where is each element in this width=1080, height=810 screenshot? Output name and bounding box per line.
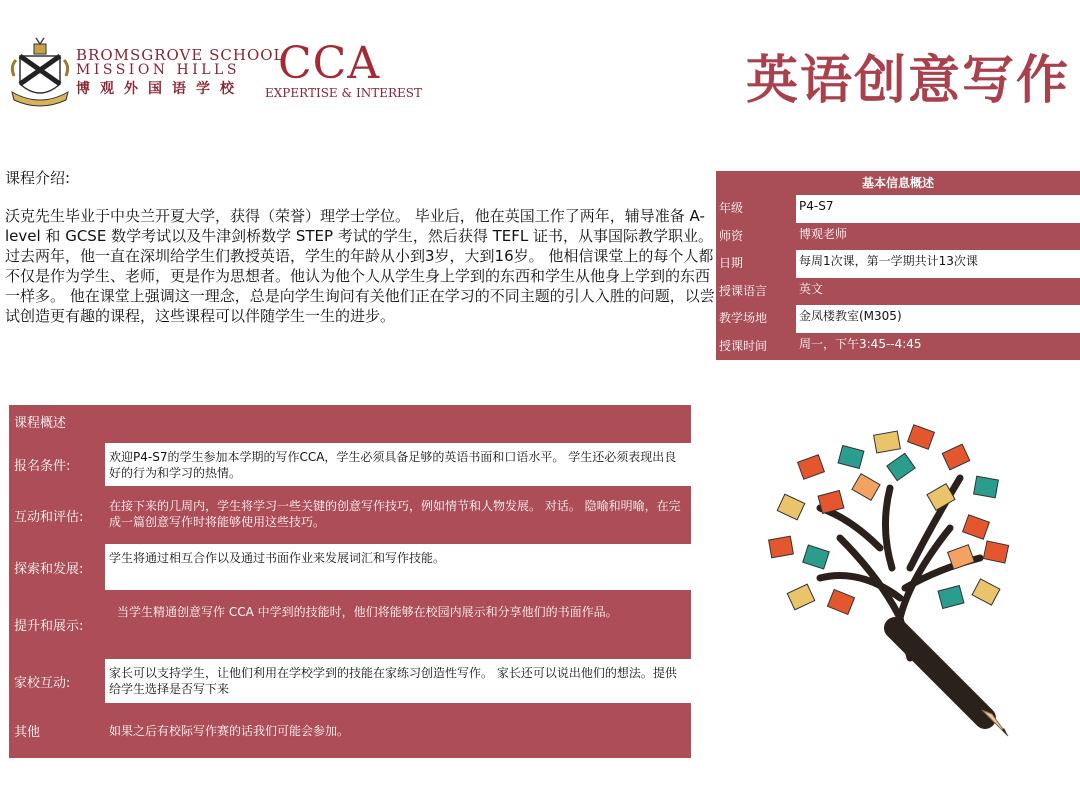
- overview-label: 其他: [9, 703, 105, 758]
- intro-label: 课程介绍:: [5, 169, 71, 187]
- overview-label: 提升和展示:: [9, 590, 105, 659]
- overview-row-home-school: [9, 659, 691, 703]
- info-row-venue: [716, 305, 1080, 333]
- cca-tagline: EXPERTISE & INTEREST: [265, 86, 423, 100]
- book-tree-pencil-illustration: [760, 418, 1030, 738]
- cca-logo: CCA: [278, 38, 381, 89]
- info-row-language: [716, 278, 1080, 306]
- info-row-grade: [716, 195, 1080, 223]
- overview-row-showcase: [9, 590, 691, 659]
- info-value: 英文: [796, 278, 1080, 306]
- overview-row-exploration: [9, 544, 691, 590]
- info-value: 博观老师: [796, 223, 1080, 251]
- intro-text: 沃克先生毕业于中央兰开夏大学，获得（荣誉）理学士学位。 毕业后，他在英国工作了两年，辅导准备 A-level 和 GCSE 数学考试以及牛津剑桥数学 STEP 考试的学生，然后获得 TEFL 证书，从事国际教学职业。 过去两年，他一直在深圳给学生们教授英语，学生的年龄从小到3岁，大到16岁。 他相信课堂上的每个人都不仅是作为学生、老师，更是作为思想者。他认为他个人从学生身上学到的东西和学生从他身上学到的东西一样多。 他在课堂上强调这一理念，总是向学生询问有关他们正在学习的不同主题的引人入胜的问题，以尝试创造更有趣的课程，这些课程可以伴随学生一生的进步。: [5, 207, 715, 325]
- info-row-date: [716, 250, 1080, 278]
- overview-row-other: [9, 703, 691, 758]
- school-name: [76, 48, 285, 97]
- overview-table: [9, 405, 691, 758]
- overview-value: 家长可以支持学生，让他们利用在学校学到的技能在家练习创造性写作。 家长还可以说出他们的想法。提供给学生选择是否写下来: [105, 659, 691, 703]
- info-label: 年级: [716, 195, 796, 223]
- overview-row-enrollment: [9, 443, 691, 486]
- info-label: 师资: [716, 223, 796, 251]
- overview-value: 学生将通过相互合作以及通过书面作业来发展词汇和写作技能。: [105, 544, 691, 590]
- overview-value: 当学生精通创意写作 CCA 中学到的技能时，他们将能够在校园内展示和分享他们的书面作品。: [105, 590, 691, 659]
- info-label: 教学场地: [716, 305, 796, 333]
- page-header: [0, 0, 1080, 140]
- school-name-line1: BROMSGROVE SCHOOL: [76, 46, 285, 64]
- school-name-line3: 博观外国语学校: [76, 81, 244, 97]
- overview-value: 如果之后有校际写作赛的话我们可能会参加。: [105, 703, 691, 758]
- info-label: 授课时间: [716, 333, 796, 361]
- info-value: 每周1次课，第一学期共计13次课: [796, 250, 1080, 278]
- info-label: 日期: [716, 250, 796, 278]
- overview-value: 在接下来的几周内，学生将学习一些关键的创意写作技巧，例如情节和人物发展。 对话。 隐喻和明喻，在完成一篇创意写作时将能够使用这些技巧。: [105, 486, 691, 544]
- overview-title: 课程概述: [9, 405, 691, 443]
- overview-label: 报名条件:: [9, 443, 105, 486]
- overview-label: 探索和发展:: [9, 544, 105, 590]
- school-crest-icon: [10, 36, 70, 110]
- page-title: 英语创意写作: [745, 51, 1070, 111]
- overview-value: 欢迎P4-S7的学生参加本学期的写作CCA，学生必须具备足够的英语书面和口语水平。 学生还必须表现出良好的行为和学习的热情。: [105, 443, 691, 486]
- school-name-line2: MISSION HILLS: [76, 62, 240, 78]
- overview-label: 家校互动:: [9, 659, 105, 703]
- overview-label: 互动和评估:: [9, 486, 105, 544]
- info-value: 周一，下午3:45--4:45: [796, 333, 1080, 361]
- info-table: [716, 171, 1080, 360]
- overview-row-interaction: [9, 486, 691, 544]
- info-label: 授课语言: [716, 278, 796, 306]
- info-row-teacher: [716, 223, 1080, 251]
- info-value: P4-S7: [796, 195, 1080, 223]
- info-value: 金凤楼教室(M305): [796, 305, 1080, 333]
- info-table-title: 基本信息概述: [716, 171, 1080, 195]
- info-row-time: [716, 333, 1080, 361]
